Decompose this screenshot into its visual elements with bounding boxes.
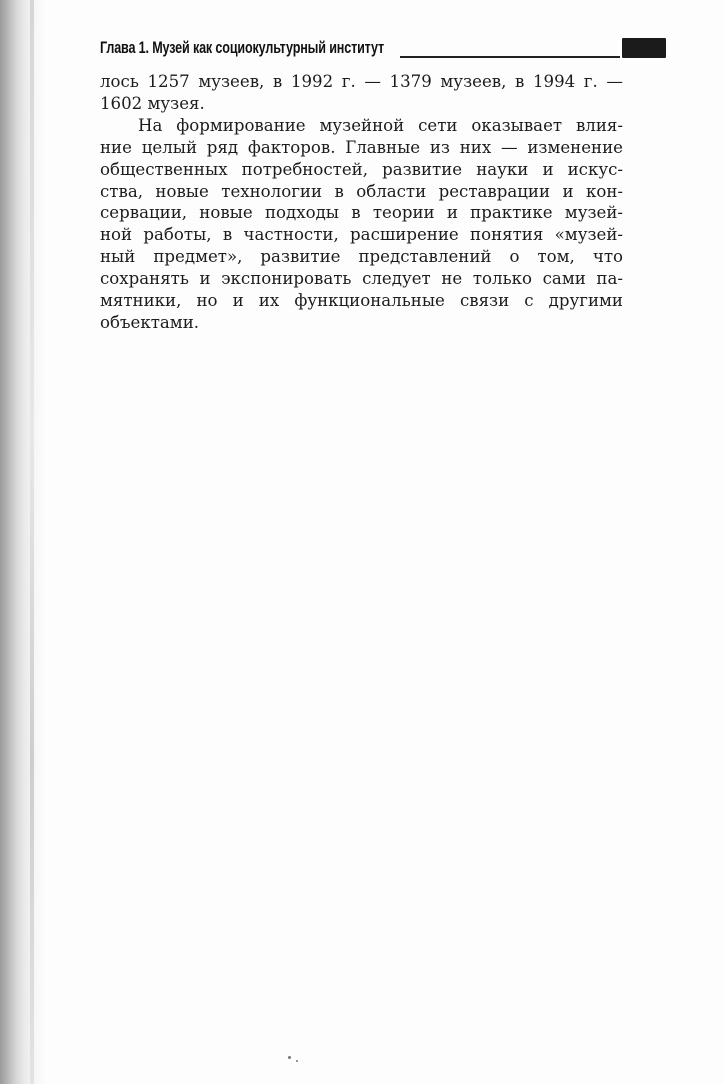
- page-number-block: [622, 38, 666, 58]
- binding-streak: [30, 0, 34, 1084]
- text-line: общественных потребностей, развитие науки и искус-: [100, 159, 623, 179]
- text-line: сохранять и экспонировать следует не только сами па-: [100, 269, 623, 289]
- text-line: сервации, новые подходы в теории и практике музей-: [100, 203, 623, 223]
- text-line: объектами.: [100, 312, 200, 332]
- binding-shadow: [0, 0, 46, 1084]
- text-line: ства, новые технологии в области реставрации и кон-: [100, 181, 623, 201]
- scan-speck: [296, 1060, 298, 1062]
- running-header: [100, 34, 668, 62]
- text-line: На формирование музейной сети оказывает влия-: [138, 115, 623, 135]
- text-line: ние целый ряд факторов. Главные из них — изменение: [100, 137, 623, 157]
- text-line: ной работы, в частности, расширение понятия «музей-: [100, 225, 623, 245]
- text-line: ный предмет», развитие представлений о том, что: [100, 247, 623, 267]
- scan-speck: [288, 1056, 291, 1059]
- text-line: лось 1257 музеев, в 1992 г. — 1379 музеев, в 1994 г. —: [100, 72, 623, 91]
- text-line: 1602 музея.: [100, 93, 205, 113]
- text-line: мятники, но и их функциональные связи с другими: [100, 291, 623, 311]
- header-rule: [400, 56, 620, 58]
- body-text: [100, 71, 623, 334]
- chapter-title: Глава 1. Музей как социокультурный институт: [100, 38, 385, 57]
